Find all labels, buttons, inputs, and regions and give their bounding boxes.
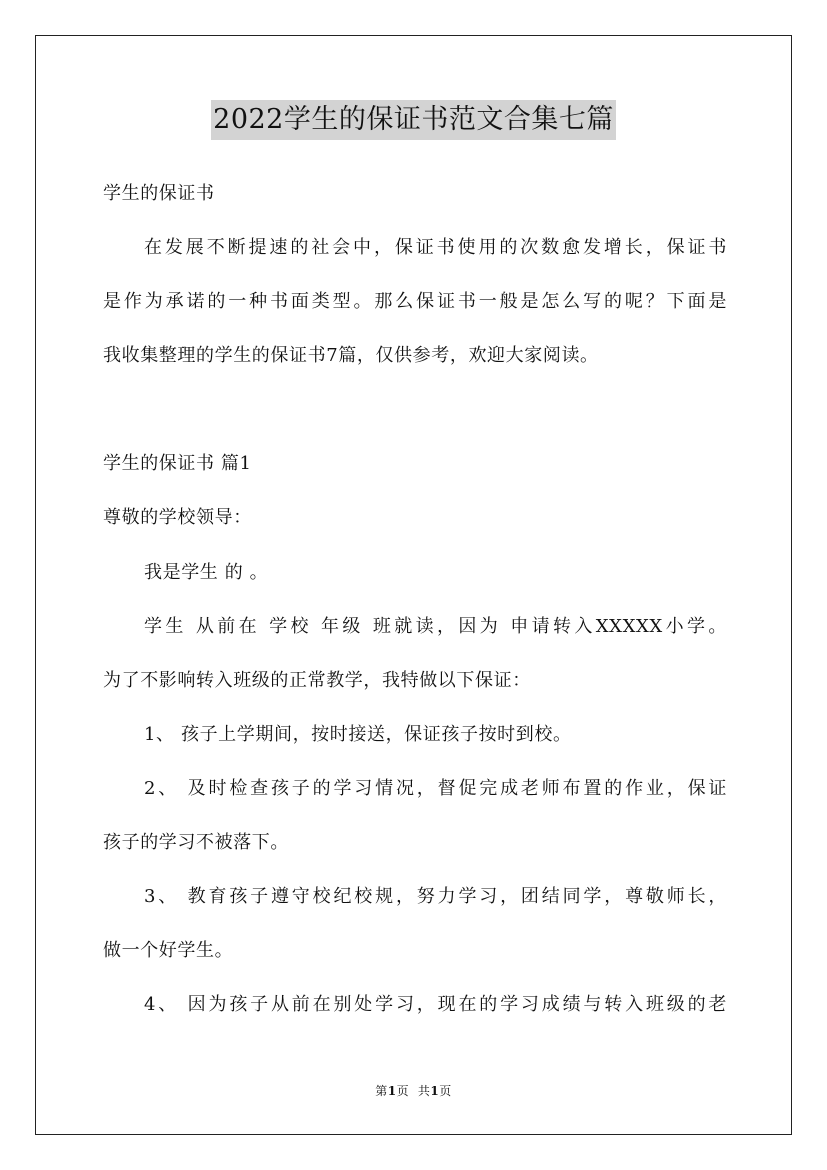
pledge-item-4-line-1: 4、 因为孩子从前在别处学习，现在的学习成绩与转入班级的老 xyxy=(144,994,727,1015)
footer-page-number: 1 xyxy=(387,1084,397,1098)
body-line-transfer: 学生 从前在 学校 年级 班就读，因为 申请转入XXXXX小学。 xyxy=(144,616,727,637)
pledge-item-1: 1、 孩子上学期间，按时接送，保证孩子按时到校。 xyxy=(144,724,572,745)
salutation: 尊敬的学校领导： xyxy=(103,507,252,528)
pledge-item-2-line-1: 2、 及时检查孩子的学习情况，督促完成老师布置的作业，保证 xyxy=(144,778,727,799)
body-line-self-intro: 我是学生 的 。 xyxy=(144,562,269,583)
intro-heading: 学生的保证书 xyxy=(103,183,215,204)
body-line-pledge-intro: 为了不影响转入班级的正常教学，我特做以下保证： xyxy=(103,670,531,691)
title-container xyxy=(0,100,827,140)
pledge-item-3-line-2: 做一个好学生。 xyxy=(103,940,234,961)
section-heading: 学生的保证书 篇1 xyxy=(103,453,252,474)
footer-total-prefix: 共 xyxy=(417,1084,431,1098)
intro-paragraph-line-1: 在发展不断提速的社会中，保证书使用的次数愈发增长，保证书 xyxy=(144,237,727,258)
pledge-item-3-line-1: 3、 教育孩子遵守校纪校规，努力学习，团结同学，尊敬师长， xyxy=(144,886,727,907)
intro-paragraph-line-3: 我收集整理的学生的保证书7篇，仅供参考，欢迎大家阅读。 xyxy=(103,345,599,366)
intro-paragraph-line-2: 是作为承诺的一种书面类型。那么保证书一般是怎么写的呢？下面是 xyxy=(103,291,727,312)
footer-total-suffix: 页 xyxy=(439,1084,452,1098)
page-footer xyxy=(0,1083,827,1099)
pledge-item-2-line-2: 孩子的学习不被落下。 xyxy=(103,832,289,853)
footer-page-prefix: 第 xyxy=(375,1084,388,1098)
document-title: 2022学生的保证书范文合集七篇 xyxy=(211,100,616,140)
footer-total-number: 1 xyxy=(430,1084,440,1098)
footer-page-suffix: 页 xyxy=(396,1084,410,1098)
